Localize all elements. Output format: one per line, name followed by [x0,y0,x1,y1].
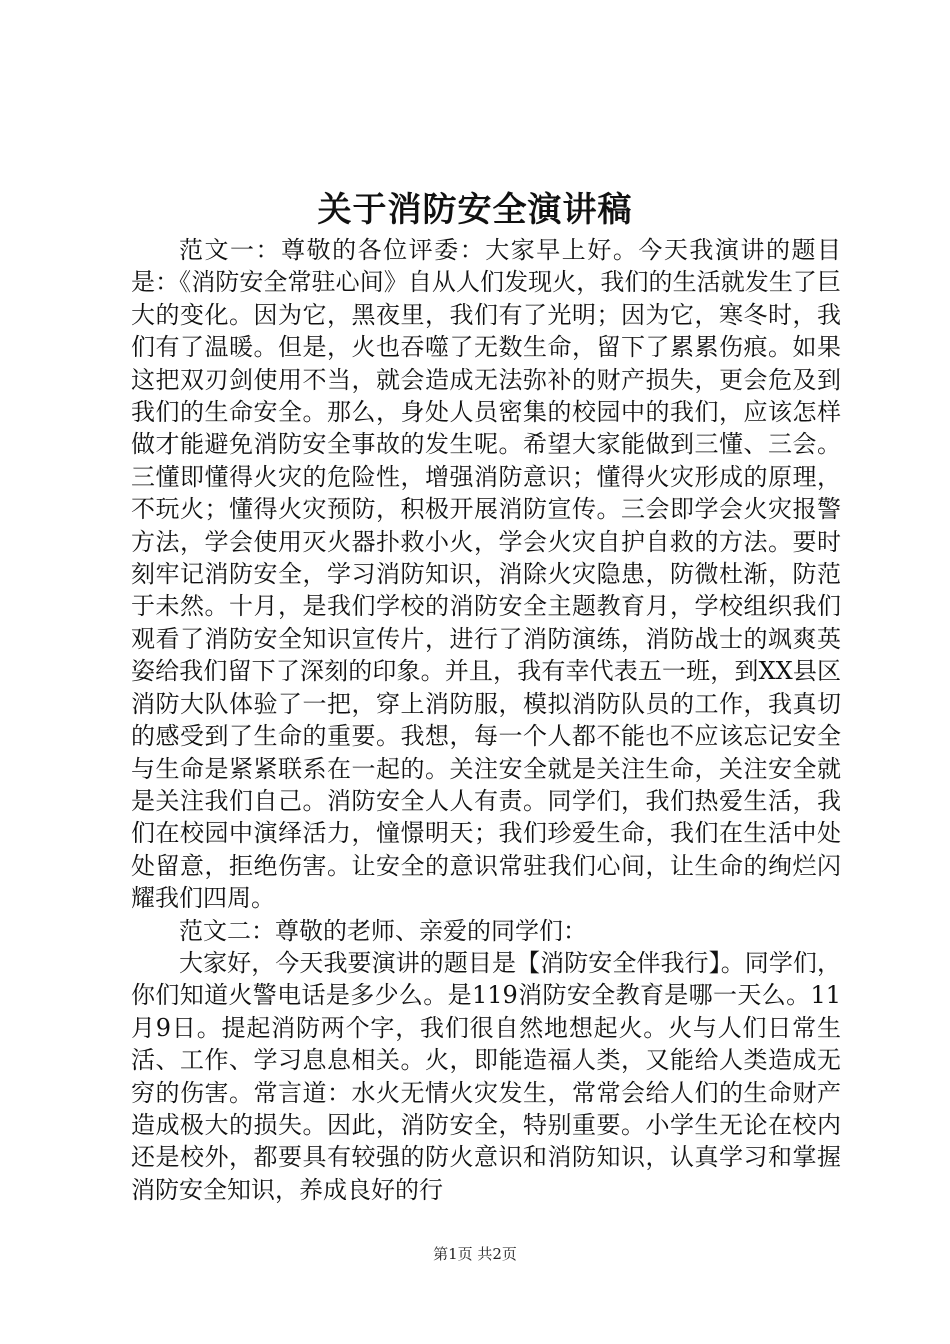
paragraph-sample-two-body: 大家好，今天我要演讲的题目是【消防安全伴我行】。同学们，你们知道火警电话是多少么。是119消防安全教育是哪一天么。11月9日。提起消防两个字，我们很自然地想起火。火与人们日常生活、工作、学习息息相关。火，即能造福人类，又能给人类造成无穷的伤害。常言道：水火无情火灾发生，常常会给人们的生命财产造成极大的损失。因此，消防安全，特别重要。小学生无论在校内还是校外，都要具有较强的防火意识和消防知识，认真学习和掌握消防安全知识，养成良好的行 [131,948,841,1204]
paragraph-sample-two-salutation: 范文二：尊敬的老师、亲爱的同学们： [179,916,587,945]
paragraph-sample-one: 范文一：尊敬的各位评委：大家早上好。今天我演讲的题目是：《消防安全常驻心间》自从人们发现火，我们的生活就发生了巨大的变化。因为它，黑夜里，我们有了光明；因为它，寒冬时，我们有了温暖。但是，火也吞噬了无数生命，留下了累累伤痕。如果这把双刃剑使用不当，就会造成无法弥补的财产损失，更会危及到我们的生命安全。那么，身处人员密集的校园中的我们，应该怎样做才能避免消防安全事故的发生呢。希望大家能做到三懂、三会。三懂即懂得火灾的危险性，增强消防意识；懂得火灾形成的原理，不玩火；懂得火灾预防，积极开展消防宣传。三会即学会火灾报警方法，学会使用灭火器扑救小火，学会火灾自护自救的方法。要时刻牢记消防安全，学习消防知识，消除火灾隐患，防微杜渐，防范于未然。十月，是我们学校的消防安全主题教育月，学校组织我们观看了消防安全知识宣传片，进行了消防演练，消防战士的飒爽英姿给我们留下了深刻的印象。并且，我有幸代表五一班，到XX县区消防大队体验了一把，穿上消防服，模拟消防队员的工作，我真切的感受到了生命的重要。我想，每一个人都不能也不应该忘记安全与生命是紧紧联系在一起的。关注安全就是关注生命，关注安全就是关注我们自己。消防安全人人有责。同学们，我们热爱生活，我们在校园中演绎活力，憧憬明天；我们珍爱生命，我们在生活中处处留意，拒绝伤害。让安全的意识常驻我们心间，让生命的绚烂闪耀我们四周。 [131,236,841,913]
page-indicator: 第1页 共2页 [433,1245,517,1263]
document-title: 关于消防安全演讲稿 [317,190,633,230]
document-body [131,234,841,1206]
